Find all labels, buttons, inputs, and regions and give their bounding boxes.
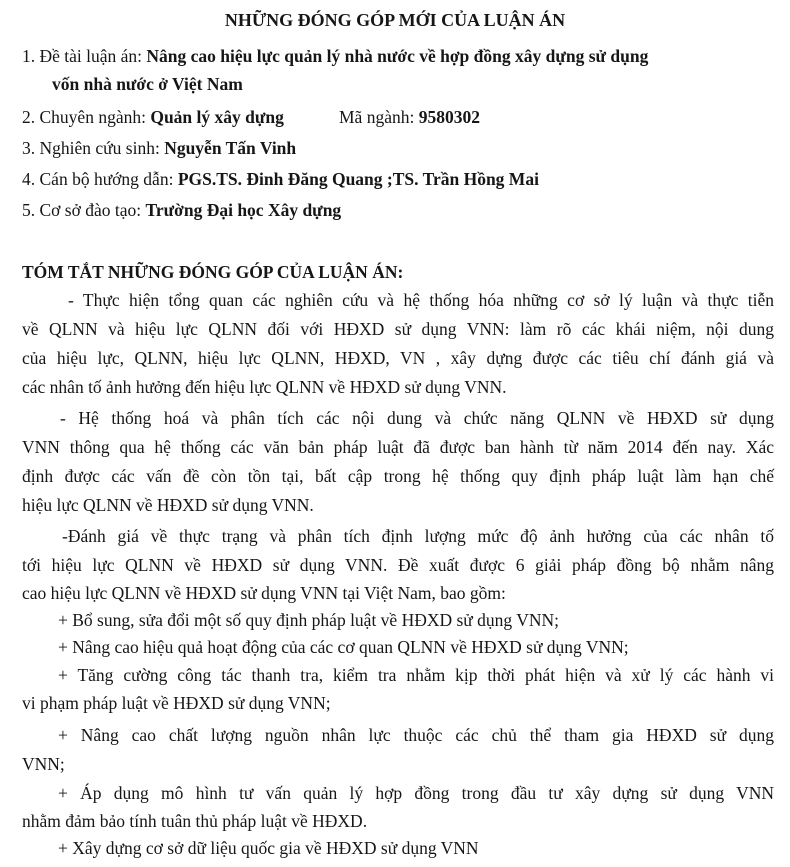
code-value: 9580302 <box>418 107 480 127</box>
topic-value: Nâng cao hiệu lực quản lý nhà nước về hợp đồng xây dựng sử dụng <box>146 46 649 66</box>
solution-3-line-1: + Tăng cường công tác thanh tra, kiểm tra nhằm kịp thời phát hiện và xử lý các hành vi <box>58 665 774 685</box>
solution-5-line-2: nhằm đảm bảo tính tuân thủ pháp luật về HĐXD. <box>22 811 368 831</box>
school-value: Trường Đại học Xây dựng <box>145 200 342 220</box>
p2-line-4: hiệu lực QLNN về HĐXD sử dụng VNN. <box>22 495 314 515</box>
p2-line-3: định được các vấn đề còn tồn tại, bất cập trong hệ thống quy định pháp luật làm hạn chế <box>22 466 774 486</box>
p3-line-2: tới hiệu lực QLNN về HĐXD sử dụng VNN. Đề xuất được 6 giải pháp đồng bộ nhằm nâng <box>22 555 774 575</box>
p3-line-3: cao hiệu lực QLNN về HĐXD sử dụng VNN tại Việt Nam, bao gồm: <box>22 583 506 603</box>
p1-line-1: - Thực hiện tổng quan các nghiên cứu và hệ thống hóa những cơ sở lý luận và thực tiễn <box>68 290 774 310</box>
topic-value-continued: vốn nhà nước ở Việt Nam <box>52 74 243 94</box>
p2-line-1: - Hệ thống hoá và phân tích các nội dung và chức năng QLNN về HĐXD sử dụng <box>60 408 774 428</box>
solution-4-line-2: VNN; <box>22 754 65 774</box>
code-line <box>339 107 480 128</box>
advisor-value: PGS.TS. Đinh Đăng Quang ;TS. Trần Hồng Mai <box>177 169 539 189</box>
solution-3-line-2: vi phạm pháp luật về HĐXD sử dụng VNN; <box>22 693 331 713</box>
topic-line <box>22 46 648 67</box>
major-value: Quản lý xây dựng <box>150 107 284 127</box>
school-label: 5. Cơ sở đào tạo: <box>22 200 146 220</box>
solution-1: + Bổ sung, sửa đổi một số quy định pháp luật về HĐXD sử dụng VNN; <box>58 610 560 630</box>
summary-heading: TÓM TẮT NHỮNG ĐÓNG GÓP CỦA LUẬN ÁN: <box>22 262 404 282</box>
advisor-label: 4. Cán bộ hướng dẫn: <box>22 169 178 189</box>
major-line <box>22 107 284 128</box>
solution-4-line-1: + Nâng cao chất lượng nguồn nhân lực thuộc các chủ thể tham gia HĐXD sử dụng <box>58 725 774 745</box>
school-line <box>22 200 341 221</box>
major-label: 2. Chuyên ngành: <box>22 107 151 127</box>
document-title: NHỮNG ĐÓNG GÓP MỚI CỦA LUẬN ÁN <box>224 10 566 30</box>
solution-2: + Nâng cao hiệu quả hoạt động của các cơ quan QLNN về HĐXD sử dụng VNN; <box>58 637 629 657</box>
p1-line-3: của hiệu lực, QLNN, hiệu lực QLNN, HĐXD, VN , xây dựng được các tiêu chí đánh giá và <box>22 348 774 368</box>
p1-line-4: các nhân tố ảnh hưởng đến hiệu lực QLNN về HĐXD sử dụng VNN. <box>22 377 507 397</box>
p2-line-2: VNN thông qua hệ thống các văn bản pháp luật đã được ban hành từ năm 2014 đến nay. Xác <box>22 437 774 457</box>
student-line <box>22 138 296 159</box>
code-label: Mã ngành: <box>339 107 419 127</box>
solution-5-line-1: + Áp dụng mô hình tư vấn quản lý hợp đồng trong đầu tư xây dựng sử dụng VNN <box>58 783 774 803</box>
p1-line-2: về QLNN và hiệu lực QLNN đối với HĐXD sử dụng VNN: làm rõ các khái niệm, nội dung <box>22 319 774 339</box>
advisor-line <box>22 169 539 190</box>
student-value: Nguyễn Tấn Vinh <box>164 138 297 158</box>
solution-6: + Xây dựng cơ sở dữ liệu quốc gia về HĐXD sử dụng VNN <box>58 838 479 858</box>
p3-line-1: -Đánh giá về thực trạng và phân tích định lượng mức độ ảnh hưởng của các nhân tố <box>62 526 774 546</box>
student-label: 3. Nghiên cứu sinh: <box>22 138 165 158</box>
topic-label: 1. Đề tài luận án: <box>22 46 147 66</box>
